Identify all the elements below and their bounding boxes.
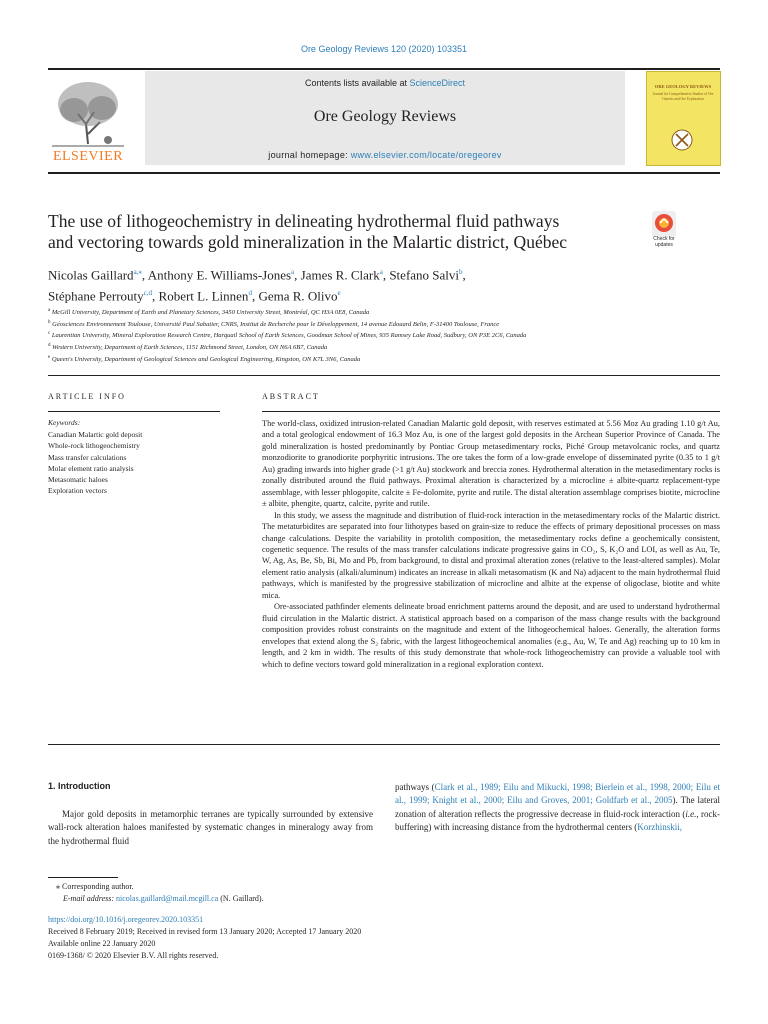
author-name: Nicolas Gaillard xyxy=(48,267,134,283)
email-link[interactable]: nicolas.gaillard@mail.mcgill.ca xyxy=(116,894,219,903)
copyright-notice: 0169-1368/ © 2020 Elsevier B.V. All rights reserved. xyxy=(48,951,219,960)
article-info-rule xyxy=(48,411,220,412)
article-info-heading: ARTICLE INFO xyxy=(48,392,126,401)
corresponding-author-note: ⁎ Corresponding author. xyxy=(56,882,134,891)
affiliation-label: a xyxy=(48,308,51,313)
article-title-line-2: and vectoring towards gold mineralization in the Malartic district, Québec xyxy=(48,232,568,252)
affiliation-text: McGill University, Department of Earth and Planetary Sciences, 3450 University Street, Montréal, QC H3A 0E8, Canada xyxy=(50,309,370,317)
intro-col2-ie: i.e. xyxy=(685,808,697,819)
affiliation-text: Géosciences Environnement Toulouse, Université Paul Sabatier, CNRS, Institut de Recherche pour le Développement, 14 avenue Edouard Belin, F-31400 Toulouse, France xyxy=(50,320,500,328)
affiliation-text: Laurentian University, Mineral Exploration Research Centre, Harquail School of Earth Sciences, Goodman School of Mines, 935 Ramsey Lake Road, Sudbury, ON P3E 2C6, Canada xyxy=(50,332,527,340)
section-rule-top xyxy=(48,375,720,376)
author-separator: , xyxy=(382,267,390,283)
received-dates: Received 8 February 2019; Received in revised form 13 January 2020; Accepted 17 January 2020 xyxy=(48,927,362,936)
author-name: Gema R. Olivo xyxy=(258,288,338,304)
affiliation-marker-link[interactable]: a,⁎ xyxy=(133,268,142,276)
intro-col2-after-ie: , rock-buffering) with increasing distance from the hydrothermal centers ( xyxy=(395,808,720,832)
footnote-rule xyxy=(48,877,118,878)
affiliation-item xyxy=(48,318,728,330)
doi-link[interactable]: https://doi.org/10.1016/j.oregeorev.2020.103351 xyxy=(48,915,204,924)
contents-prefix: Contents lists available at xyxy=(304,78,410,88)
introduction-heading: 1. Introduction xyxy=(48,781,111,791)
keyword-item: Molar element ratio analysis xyxy=(48,463,134,473)
abstract-heading: ABSTRACT xyxy=(262,392,320,401)
affiliation-list xyxy=(48,306,728,364)
cover-emblem-icon xyxy=(670,128,694,152)
badge-line-2: updates xyxy=(655,241,673,248)
affiliation-item xyxy=(48,329,728,341)
affiliation-marker-link[interactable]: a xyxy=(291,268,295,276)
affiliation-label: c xyxy=(48,331,51,337)
author-line-1 xyxy=(48,263,668,284)
citation-links[interactable]: Clark et al., 1989; Eilu and Mikucki, 1998; Bierlein et al., 1998, 2000; Eilu et al., 1999; Knight et al., 2000; Eilu and Groves, 2001; Goldfarb et al., 2005 xyxy=(395,782,721,806)
cover-subtitle: Journal for Comprehensive Studies of Ore Genesis and Ore Exploration xyxy=(652,92,714,101)
keyword-item: Exploration vectors xyxy=(48,486,107,496)
author-separator: , xyxy=(152,288,159,304)
check-for-updates-label[interactable] xyxy=(646,237,682,248)
affiliation-marker-link[interactable]: b xyxy=(459,268,463,276)
badge-line-1: Check for xyxy=(653,236,675,242)
affiliation-item xyxy=(48,341,728,353)
author-name: Stéphane Perrouty xyxy=(48,288,144,304)
journal-reference-link[interactable]: Ore Geology Reviews 120 (2020) 103351 xyxy=(300,44,468,54)
header-top-rule xyxy=(48,68,720,70)
available-online-date: Available online 22 January 2020 xyxy=(48,939,156,948)
article-title xyxy=(48,211,638,253)
elsevier-wordmark: ELSEVIER xyxy=(52,149,124,164)
author-separator: , xyxy=(294,267,301,283)
author-name: Stefano Salvi xyxy=(389,267,460,283)
author-name: Anthony E. Williams-Jones xyxy=(147,267,292,283)
contents-line xyxy=(145,78,625,88)
cover-title: ORE GEOLOGY REVIEWS xyxy=(654,84,712,89)
author-separator: , xyxy=(462,267,466,283)
author-list xyxy=(48,263,668,306)
intro-col2-prefix: pathways ( xyxy=(395,782,435,792)
affiliation-label: b xyxy=(48,319,51,325)
abstract-paragraph-2: In this study, we assess the magnitude and distribution of fluid-rock interaction in the metasedimentary rocks of the Malartic district. The metaturbidites are separated into four lithotypes based on grain-size to reduce the effects of primary depositional processes on mass change calculations. Despite the variability in protolith composition, the metasedimentary rocks define a geochemically consistent, cogenetic sequence. The results of the mass transfer calculations indicate progressive gains in CO₂, S, K₂O and LOI, as well as Au, Te, W, Ag, As, Be, Sb, Bi, Mo and Pb, from background, to distal and proximal alteration zones (relative to the least-altered samples). Molar element ratio analysis (alkali/aluminum) indicates an increase in alkali metasomatism (K and Na) adjacent to the main hydrothermal fluid pathways, which is manifested by the progressive stabilization of microcline and albite at the expense of oligoclase, biotite and white mica. xyxy=(262,510,720,600)
affiliation-marker-link[interactable]: e xyxy=(337,289,341,298)
homepage-url-link[interactable]: www.elsevier.com/locate/oregeorev xyxy=(350,150,502,160)
citation-link-korzhinskii[interactable]: Korzhinskii, xyxy=(637,821,682,832)
abstract-body xyxy=(262,418,720,670)
email-author-name: (N. Gaillard). xyxy=(218,894,264,903)
abstract-paragraph-1: The world-class, oxidized intrusion-related Canadian Malartic gold deposit, with reserves estimated at 5.56 Moz Au grading 1.10 g/t Au, and a total geological endowment of 16.3 Moz Au, is one of the largest gold deposits in the Archean Superior Province of Canada. The gold mineralization is hosted predominantly by Pontiac Group metasedimentary rocks, Piché Group metavolcanic rocks, and quartz monzodiorite to granodiorite porphyritic intrusions. The ore takes the form of a low-grade envelope of disseminated pyrite (0.35 to 1 g/t Au) grading inwards into higher grade (>1 g/t Au) stockwork and breccia zones. Hydrothermal alteration in the metasedimentary rocks is zonally distributed around the fluid pathways. Proximal alteration is characterized by a microcline ± albite-quartz replacement-type assemblage, with lesser phlogopite, calcite ± Fe-dolomite, pyrite and rutile. The distal alteration assemblage comprises biotite, microcline ± albite, phengite, quartz, calcite, pyrite and rutile. xyxy=(262,419,720,509)
affiliation-marker-link[interactable]: d xyxy=(248,289,252,298)
section-rule-bottom xyxy=(48,744,720,745)
author-name: Robert L. Linnen xyxy=(158,288,249,304)
abstract-rule xyxy=(262,411,720,412)
author-name: James R. Clark xyxy=(300,267,380,283)
article-title-line-1: The use of lithogeochemistry in delineating hydrothermal fluid pathways xyxy=(48,211,560,231)
affiliation-item xyxy=(48,353,728,365)
keywords-label: Keywords: xyxy=(48,418,81,427)
keyword-item: Canadian Malartic gold deposit xyxy=(48,430,143,439)
keyword-item: Metasomatic haloes xyxy=(48,475,108,485)
affiliation-item xyxy=(48,306,728,318)
affiliation-text: Western University, Department of Earth Sciences, 1151 Richmond Street, London, ON N6A 6B7, Canada xyxy=(50,344,328,352)
author-separator: , xyxy=(251,288,259,304)
abstract-paragraph-3: Ore-associated pathfinder elements delineate broad enrichment patterns around the deposit, and are used to understand hydrothermal fluid circulation in the Malartic district. A statistical approach based on a comparison of the mass change results with the background composition provides robust constraints on the magnitude and extent of the lithogeochemical haloes. Generally, the alteration forms envelopes that extend along the S₂ fabric, with the largest lithogeochemical anomalies (e.g., Au, W, Te and Ag) reaching up to 10 km in length, and 2 km in width. The results of this study demonstrate that whole-rock lithogeochemistry can provide a valuable tool with which to define vectors toward gold mineralization in a regional exploration context. xyxy=(262,602,720,669)
email-label: E-mail address: xyxy=(63,894,117,903)
author-separator: , xyxy=(141,267,148,283)
affiliation-marker-link[interactable]: a xyxy=(379,268,383,276)
introduction-column-2 xyxy=(395,781,720,834)
keywords-list xyxy=(48,429,228,497)
intro-col2-middle: ). The lateral zonation of alteration reflects the progressive decrease in fluid-rock interaction ( xyxy=(395,795,721,819)
affiliation-text: Queen's University, Department of Geological Sciences and Geological Engineering, Kingston, ON K7L 3N6, Canada xyxy=(50,355,361,363)
email-footnote xyxy=(63,894,264,903)
introduction-column-1: Major gold deposits in metamorphic terranes are typically surrounded by extensive wall-rock alteration haloes manifested by systematic changes in mineralogy away from the hydrothermal fluid xyxy=(48,809,373,846)
author-line-2 xyxy=(48,284,668,305)
header-bottom-rule xyxy=(48,172,720,174)
journal-homepage-line xyxy=(145,150,625,160)
sciencedirect-link[interactable]: ScienceDirect xyxy=(409,78,466,88)
affiliation-label: d xyxy=(48,342,51,348)
keyword-item: Mass transfer calculations xyxy=(48,452,127,462)
affiliation-marker-link[interactable]: c,d xyxy=(143,289,153,298)
journal-name: Ore Geology Reviews xyxy=(313,108,457,125)
affiliation-label: e xyxy=(48,354,51,360)
homepage-prefix: journal homepage: xyxy=(268,150,351,160)
keyword-item: Whole-rock lithogeochemistry xyxy=(48,441,140,451)
